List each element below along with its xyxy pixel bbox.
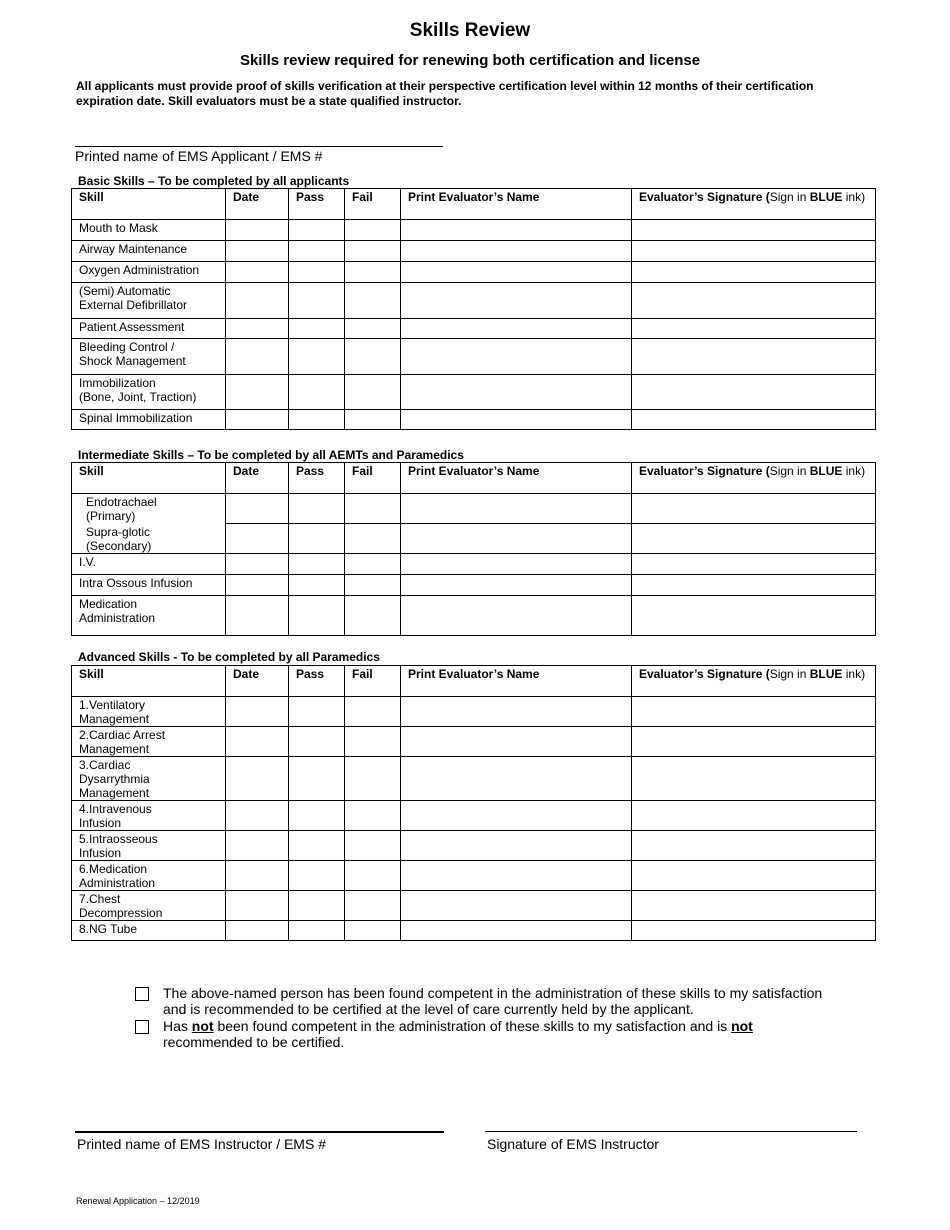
fail-cell[interactable] [345, 220, 401, 241]
evaluator-name-cell[interactable] [401, 241, 632, 262]
evaluator-signature-cell[interactable] [632, 410, 876, 430]
table-row [72, 697, 876, 727]
evaluator-signature-cell[interactable] [632, 757, 876, 801]
table-row [72, 831, 876, 861]
fail-cell[interactable] [345, 575, 401, 596]
date-cell[interactable] [226, 861, 289, 891]
header-evaluator-signature: Evaluator’s Signature (Sign in BLUE ink) [632, 463, 876, 494]
date-cell[interactable] [226, 283, 289, 319]
evaluator-signature-cell[interactable] [632, 494, 876, 524]
header-fail: Fail [345, 463, 401, 494]
skill-name: (Semi) Automatic External Defibrillator [72, 283, 226, 319]
evaluator-name-cell[interactable] [401, 339, 632, 375]
skill-name: 4.Intravenous Infusion [72, 801, 226, 831]
table-header-row [72, 463, 876, 494]
applicant-name-line[interactable] [75, 146, 443, 147]
header-date: Date [226, 666, 289, 697]
evaluator-signature-cell[interactable] [632, 262, 876, 283]
evaluator-name-cell[interactable] [401, 861, 632, 891]
pass-cell[interactable] [289, 241, 345, 262]
date-cell[interactable] [226, 596, 289, 636]
header-evaluator-name: Print Evaluator’s Name [401, 189, 632, 220]
advanced-skills-table [71, 665, 876, 941]
evaluator-name-cell[interactable] [401, 801, 632, 831]
header-pass: Pass [289, 189, 345, 220]
date-cell[interactable] [226, 375, 289, 410]
date-cell[interactable] [226, 831, 289, 861]
pass-cell[interactable] [289, 757, 345, 801]
date-cell[interactable] [226, 554, 289, 575]
table-header-row [72, 189, 876, 220]
evaluator-name-cell[interactable] [401, 921, 632, 941]
pass-cell[interactable] [289, 697, 345, 727]
evaluator-signature-cell[interactable] [632, 554, 876, 575]
header-evaluator-signature: Evaluator’s Signature (Sign in BLUE ink) [632, 189, 876, 220]
skill-name: 3.Cardiac Dysarrythmia Management [72, 757, 226, 801]
skill-name: 8.NG Tube [72, 921, 226, 941]
pass-cell[interactable] [289, 554, 345, 575]
evaluator-signature-cell[interactable] [632, 596, 876, 636]
evaluator-name-cell[interactable] [401, 891, 632, 921]
date-cell[interactable] [226, 241, 289, 262]
pass-cell[interactable] [289, 319, 345, 339]
pass-cell[interactable] [289, 375, 345, 410]
evaluator-signature-cell[interactable] [632, 891, 876, 921]
table-row [72, 339, 876, 375]
basic-skills-heading: Basic Skills – To be completed by all applicants [78, 174, 350, 188]
intermediate-skills-table [71, 462, 876, 636]
evaluator-signature-cell[interactable] [632, 241, 876, 262]
instructor-name-line[interactable] [75, 1131, 444, 1133]
header-evaluator-signature: Evaluator’s Signature (Sign in BLUE ink) [632, 666, 876, 697]
evaluator-name-cell[interactable] [401, 727, 632, 757]
table-row [72, 319, 876, 339]
table-row [72, 575, 876, 596]
evaluator-name-cell[interactable] [401, 262, 632, 283]
table-header-row [72, 666, 876, 697]
date-cell[interactable] [226, 410, 289, 430]
date-cell[interactable] [226, 727, 289, 757]
evaluator-signature-cell[interactable] [632, 575, 876, 596]
evaluator-signature-cell[interactable] [632, 727, 876, 757]
advanced-skills-heading: Advanced Skills - To be completed by all Paramedics [78, 650, 380, 664]
evaluator-signature-cell[interactable] [632, 861, 876, 891]
table-row [72, 921, 876, 941]
table-row [72, 524, 876, 554]
table-row [72, 410, 876, 430]
competent-statement: The above-named person has been found competent in the administration of these skills to my satisfaction and is recommended to be certified at the level of care currently held by the applicant. [163, 985, 823, 1017]
fail-cell[interactable] [345, 801, 401, 831]
evaluator-name-cell[interactable] [401, 410, 632, 430]
header-pass: Pass [289, 666, 345, 697]
not-competent-statement: Has not been found competent in the administration of these skills to my satisfaction and is not recommended to be certified. [163, 1018, 753, 1050]
fail-cell[interactable] [345, 262, 401, 283]
skill-name: Spinal Immobilization [72, 410, 226, 430]
skill-name: Endotrachael (Primary) [72, 494, 226, 524]
evaluator-signature-cell[interactable] [632, 283, 876, 319]
fail-cell[interactable] [345, 410, 401, 430]
skill-name: 7.Chest Decompression [72, 891, 226, 921]
not-competent-checkbox[interactable] [135, 1020, 149, 1039]
pass-cell[interactable] [289, 524, 345, 554]
table-row [72, 262, 876, 283]
evaluator-signature-cell[interactable] [632, 524, 876, 554]
fail-cell[interactable] [345, 319, 401, 339]
skill-name: I.V. [72, 554, 226, 575]
evaluator-name-cell[interactable] [401, 283, 632, 319]
date-cell[interactable] [226, 319, 289, 339]
pass-cell[interactable] [289, 220, 345, 241]
instructor-signature-label: Signature of EMS Instructor [487, 1136, 659, 1152]
table-row [72, 757, 876, 801]
skill-name: Mouth to Mask [72, 220, 226, 241]
competent-checkbox[interactable] [135, 987, 149, 1006]
evaluator-name-cell[interactable] [401, 697, 632, 727]
fail-cell[interactable] [345, 283, 401, 319]
table-row [72, 241, 876, 262]
evaluator-signature-cell[interactable] [632, 831, 876, 861]
skill-name: Patient Assessment [72, 319, 226, 339]
table-row [72, 861, 876, 891]
evaluator-name-cell[interactable] [401, 831, 632, 861]
evaluator-name-cell[interactable] [401, 220, 632, 241]
fail-cell[interactable] [345, 524, 401, 554]
pass-cell[interactable] [289, 262, 345, 283]
fail-cell[interactable] [345, 241, 401, 262]
skill-name: Bleeding Control / Shock Management [72, 339, 226, 375]
skill-name: Supra-glotic (Secondary) [72, 524, 226, 554]
table-row [72, 375, 876, 410]
evaluator-signature-cell[interactable] [632, 801, 876, 831]
date-cell[interactable] [226, 891, 289, 921]
date-cell[interactable] [226, 921, 289, 941]
evaluator-signature-cell[interactable] [632, 220, 876, 241]
pass-cell[interactable] [289, 339, 345, 375]
instructor-signature-line[interactable] [485, 1131, 857, 1132]
fail-cell[interactable] [345, 554, 401, 575]
fail-cell[interactable] [345, 596, 401, 636]
evaluator-name-cell[interactable] [401, 524, 632, 554]
evaluator-signature-cell[interactable] [632, 319, 876, 339]
fail-cell[interactable] [345, 757, 401, 801]
applicant-name-label: Printed name of EMS Applicant / EMS # [75, 148, 323, 164]
table-row [72, 727, 876, 757]
table-row [72, 891, 876, 921]
table-row [72, 801, 876, 831]
pass-cell[interactable] [289, 494, 345, 524]
evaluator-name-cell[interactable] [401, 596, 632, 636]
date-cell[interactable] [226, 801, 289, 831]
skill-name: Oxygen Administration [72, 262, 226, 283]
evaluator-signature-cell[interactable] [632, 921, 876, 941]
header-skill: Skill [72, 463, 226, 494]
fail-cell[interactable] [345, 891, 401, 921]
table-row [72, 494, 876, 524]
evaluator-name-cell[interactable] [401, 319, 632, 339]
pass-cell[interactable] [289, 891, 345, 921]
evaluator-name-cell[interactable] [401, 375, 632, 410]
skill-name: Immobilization (Bone, Joint, Traction) [72, 375, 226, 410]
instructor-name-label: Printed name of EMS Instructor / EMS # [77, 1136, 326, 1152]
pass-cell[interactable] [289, 801, 345, 831]
pass-cell[interactable] [289, 596, 345, 636]
date-cell[interactable] [226, 220, 289, 241]
skill-name: 2.Cardiac Arrest Management [72, 727, 226, 757]
footer-text: Renewal Application – 12/2019 [76, 1196, 200, 1206]
pass-cell[interactable] [289, 575, 345, 596]
intermediate-skills-heading: Intermediate Skills – To be completed by all AEMTs and Paramedics [78, 448, 464, 462]
pass-cell[interactable] [289, 283, 345, 319]
pass-cell[interactable] [289, 921, 345, 941]
table-row [72, 596, 876, 636]
evaluator-name-cell[interactable] [401, 757, 632, 801]
skill-name: 5.Intraosseous Infusion [72, 831, 226, 861]
fail-cell[interactable] [345, 494, 401, 524]
intro-text: All applicants must provide proof of skills verification at their perspective certification level within 12 months of their certification expiration date. Skill evaluators must be a state qualified instructor. [76, 79, 814, 108]
skill-name: 1.Ventilatory Management [72, 697, 226, 727]
header-skill: Skill [72, 189, 226, 220]
header-fail: Fail [345, 666, 401, 697]
fail-cell[interactable] [345, 831, 401, 861]
header-date: Date [226, 189, 289, 220]
evaluator-signature-cell[interactable] [632, 697, 876, 727]
pass-cell[interactable] [289, 727, 345, 757]
skill-name: 6.Medication Administration [72, 861, 226, 891]
skill-name: Airway Maintenance [72, 241, 226, 262]
header-pass: Pass [289, 463, 345, 494]
table-row [72, 283, 876, 319]
skill-name: Intra Ossous Infusion [72, 575, 226, 596]
header-evaluator-name: Print Evaluator’s Name [401, 463, 632, 494]
pass-cell[interactable] [289, 831, 345, 861]
page-title: Skills Review [409, 20, 531, 41]
fail-cell[interactable] [345, 375, 401, 410]
date-cell[interactable] [226, 524, 289, 554]
header-evaluator-name: Print Evaluator’s Name [401, 666, 632, 697]
pass-cell[interactable] [289, 861, 345, 891]
evaluator-name-cell[interactable] [401, 554, 632, 575]
header-date: Date [226, 463, 289, 494]
date-cell[interactable] [226, 494, 289, 524]
fail-cell[interactable] [345, 697, 401, 727]
header-fail: Fail [345, 189, 401, 220]
fail-cell[interactable] [345, 861, 401, 891]
date-cell[interactable] [226, 575, 289, 596]
fail-cell[interactable] [345, 339, 401, 375]
header-skill: Skill [72, 666, 226, 697]
pass-cell[interactable] [289, 410, 345, 430]
evaluator-signature-cell[interactable] [632, 375, 876, 410]
fail-cell[interactable] [345, 727, 401, 757]
evaluator-name-cell[interactable] [401, 494, 632, 524]
table-row [72, 220, 876, 241]
date-cell[interactable] [226, 339, 289, 375]
evaluator-name-cell[interactable] [401, 575, 632, 596]
date-cell[interactable] [226, 262, 289, 283]
fail-cell[interactable] [345, 921, 401, 941]
basic-skills-table [71, 188, 876, 430]
date-cell[interactable] [226, 757, 289, 801]
table-row [72, 554, 876, 575]
skill-name: Medication Administration [72, 596, 226, 636]
date-cell[interactable] [226, 697, 289, 727]
evaluator-signature-cell[interactable] [632, 339, 876, 375]
page-subtitle: Skills review required for renewing both certification and license [239, 52, 701, 69]
